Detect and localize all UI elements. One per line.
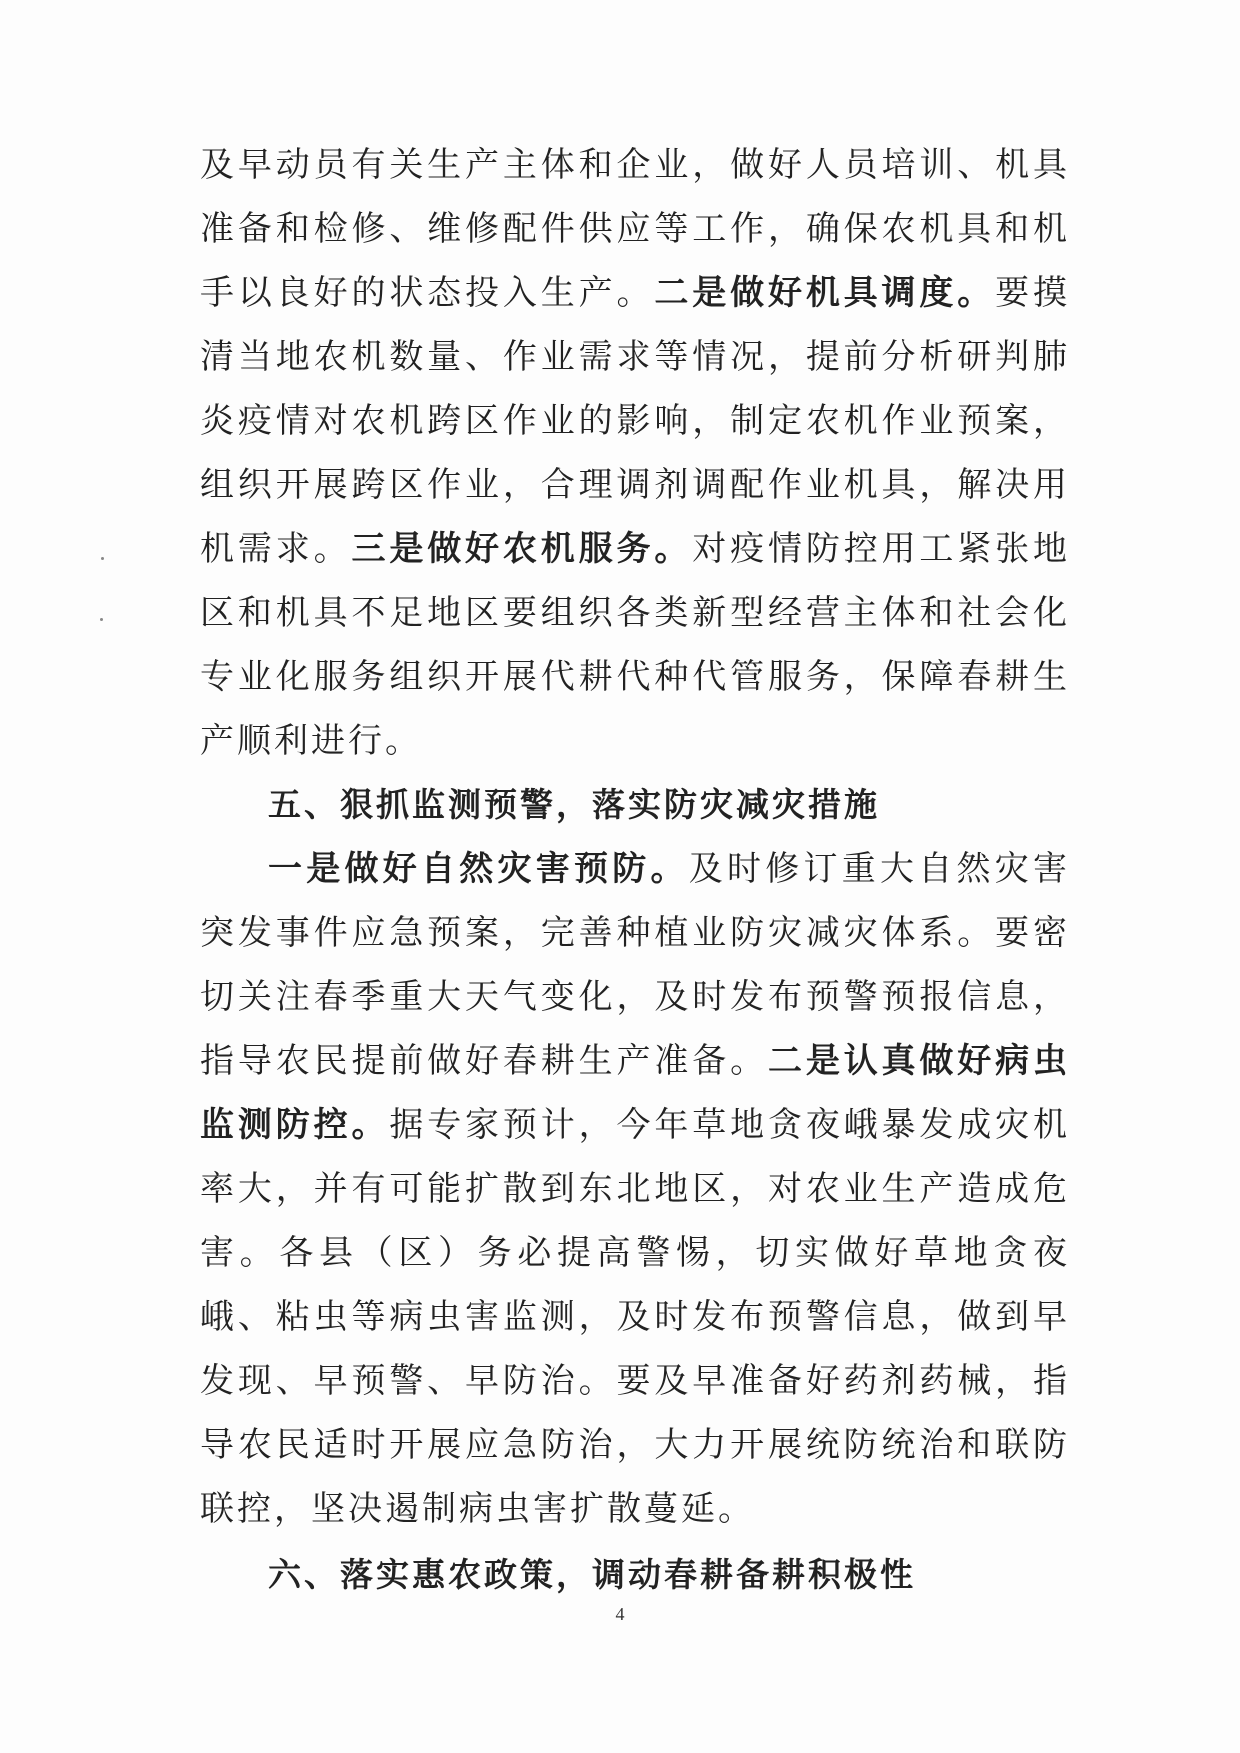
paragraph-disaster-prevention bbox=[200, 837, 1070, 1541]
bold-phrase: 三是做好农机服务。 bbox=[351, 529, 693, 569]
bold-phrase: 二是认真做好病虫监测防控。 bbox=[200, 1041, 1071, 1145]
scan-speck bbox=[100, 618, 103, 621]
bold-phrase: 二是做好机具调度。 bbox=[654, 273, 996, 313]
paragraph-farm-machinery bbox=[200, 133, 1070, 773]
scan-speck bbox=[101, 557, 104, 560]
text-run: 及早动员有关生产主体和企业，做好人员培训、机具准备和检修、维修配件供应等工作，确保农机具和机手以良好的状态投入生产。 bbox=[200, 145, 1070, 313]
section-heading-5: 五、狠抓监测预警，落实防灾减灾措施 bbox=[268, 785, 880, 824]
section-heading-6: 六、落实惠农政策，调动春耕备耕积极性 bbox=[268, 1555, 916, 1594]
page-number: 4 bbox=[615, 1604, 625, 1624]
text-run: 及时修订重大自然灾害突发事件应急预案，完善种植业防灾减灾体系。要密切关注春季重大天气变化，及时发布预警预报信息，指导农民提前做好春耕生产准备。 bbox=[200, 849, 1070, 1081]
body-text bbox=[200, 133, 1070, 1607]
text-run: 对疫情防控用工紧张地区和机具不足地区要组织各类新型经营主体和社会化专业化服务组织开展代耕代种代管服务，保障春耕生产顺利进行。 bbox=[200, 529, 1071, 761]
bold-phrase: 一是做好自然灾害预防。 bbox=[268, 849, 689, 889]
text-run: 要摸清当地农机数量、作业需求等情况，提前分析研判肺炎疫情对农机跨区作业的影响，制定农机作业预案，组织开展跨区作业，合理调剂调配作业机具，解决用机需求。 bbox=[200, 273, 1071, 569]
text-run: 据专家预计，今年草地贪夜峨暴发成灾机率大，并有可能扩散到东北地区，对农业生产造成危害。各县（区）务必提高警惕，切实做好草地贪夜峨、粘虫等病虫害监测，及时发布预警信息，做到早发现、早预警、早防治。要及早准备好药剂药械，指导农民适时开展应急防治，大力开展统防统治和联防联控，坚决遏制病虫害扩散蔓延。 bbox=[200, 1105, 1071, 1529]
